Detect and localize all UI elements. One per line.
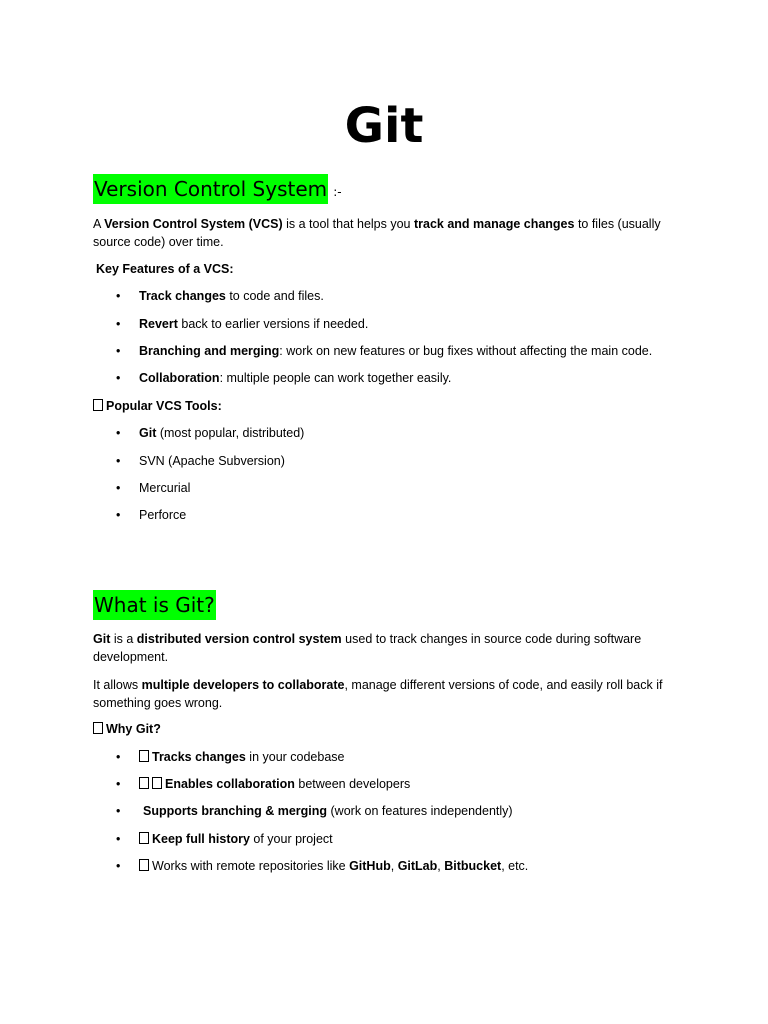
bold-run: Track changes [139, 289, 226, 303]
bold-run: track and manage changes [413, 217, 575, 231]
popular-tools-label [93, 397, 683, 415]
section-heading-what-is-git [93, 590, 216, 620]
git-definition-paragraph [93, 630, 683, 666]
bold-run: Revert [139, 317, 178, 331]
text-run: of your project [249, 832, 333, 846]
text-run: , etc. [501, 859, 529, 873]
text-run: : work on new features or bug fixes without affecting the main code. [279, 344, 653, 358]
text-run: , [437, 859, 445, 873]
bullet-icon: • [116, 289, 121, 303]
text-run: is a tool that helps you [282, 217, 414, 231]
list-item [139, 287, 699, 305]
missing-glyph-icon [139, 750, 149, 762]
bullet-icon: • [116, 344, 121, 358]
bold-run: Why Git? [106, 722, 161, 736]
bold-run: Popular VCS Tools: [106, 399, 222, 413]
document-title: Git [344, 98, 424, 154]
list-item [143, 802, 703, 820]
list-item [139, 775, 699, 793]
key-features-label: Key Features of a VCS: [96, 262, 234, 276]
list-item [139, 342, 699, 360]
missing-glyph-icon [93, 722, 103, 734]
heading-suffix: :- [333, 185, 342, 199]
text-run: A [93, 217, 105, 231]
bold-run: Tracks changes [152, 750, 246, 764]
bold-run: GitLab [397, 859, 438, 873]
bullet-icon: • [116, 859, 121, 873]
section-heading-vcs [93, 174, 342, 204]
bold-run: Enables collaboration [165, 777, 295, 791]
bullet-icon: • [116, 508, 121, 522]
text-run: back to earlier versions if needed. [177, 317, 369, 331]
missing-glyph-icon [139, 859, 149, 871]
bold-run: GitHub [349, 859, 391, 873]
list-item [139, 315, 699, 333]
missing-glyph-icon [93, 399, 103, 411]
text-run: Works with remote repositories like [152, 859, 350, 873]
text-run: : multiple people can work together easily. [219, 371, 452, 385]
text-run: source code) over time. [93, 235, 224, 249]
bullet-icon: • [116, 750, 121, 764]
text-run: something goes wrong. [93, 696, 223, 710]
highlighted-heading: What is Git? [93, 590, 216, 620]
text-run: , manage different versions of code, and easily roll back if [344, 678, 663, 692]
text-run: It allows [93, 678, 142, 692]
list-item: Perforce [139, 508, 187, 522]
text-run: to files (usually [574, 217, 661, 231]
bullet-icon: • [116, 371, 121, 385]
bullet-icon: • [116, 454, 121, 468]
bullet-icon: • [116, 317, 121, 331]
list-item [139, 857, 699, 875]
why-git-label [93, 720, 683, 738]
bullet-icon: • [116, 426, 121, 440]
bullet-icon: • [116, 832, 121, 846]
text-run: development. [93, 650, 169, 664]
bold-run: Version Control System (VCS) [104, 217, 283, 231]
vcs-intro-paragraph [93, 215, 683, 251]
bullet-icon: • [116, 777, 121, 791]
bullet-icon: • [116, 481, 121, 495]
git-collaboration-paragraph [93, 676, 683, 712]
text-run: between developers [294, 777, 411, 791]
missing-glyph-icon [139, 832, 149, 844]
text-run: in your codebase [245, 750, 345, 764]
text-run: used to track changes in source code during software [341, 632, 642, 646]
text-run: (work on features independently) [327, 804, 513, 818]
text-run: is a [110, 632, 137, 646]
list-item [139, 830, 699, 848]
bold-run: multiple developers to collaborate [141, 678, 345, 692]
list-item [139, 748, 699, 766]
missing-glyph-icon [152, 777, 162, 789]
highlighted-heading: Version Control System [93, 174, 328, 204]
list-item: Mercurial [139, 481, 191, 495]
bold-run: Branching and merging [139, 344, 280, 358]
bold-run: Collaboration [139, 371, 220, 385]
bold-run: Supports branching & merging [143, 804, 328, 818]
bullet-icon: • [116, 804, 121, 818]
bold-run: Bitbucket [444, 859, 502, 873]
list-item [139, 424, 699, 442]
text-run: to code and files. [225, 289, 324, 303]
bold-run: Git [139, 426, 157, 440]
text-run: , [390, 859, 398, 873]
missing-glyph-icon [139, 777, 149, 789]
text-run: (most popular, distributed) [156, 426, 305, 440]
list-item [139, 369, 699, 387]
bold-run: distributed version control system [136, 632, 342, 646]
bold-run: Keep full history [152, 832, 250, 846]
list-item: SVN (Apache Subversion) [139, 454, 285, 468]
bold-run: Git [93, 632, 111, 646]
